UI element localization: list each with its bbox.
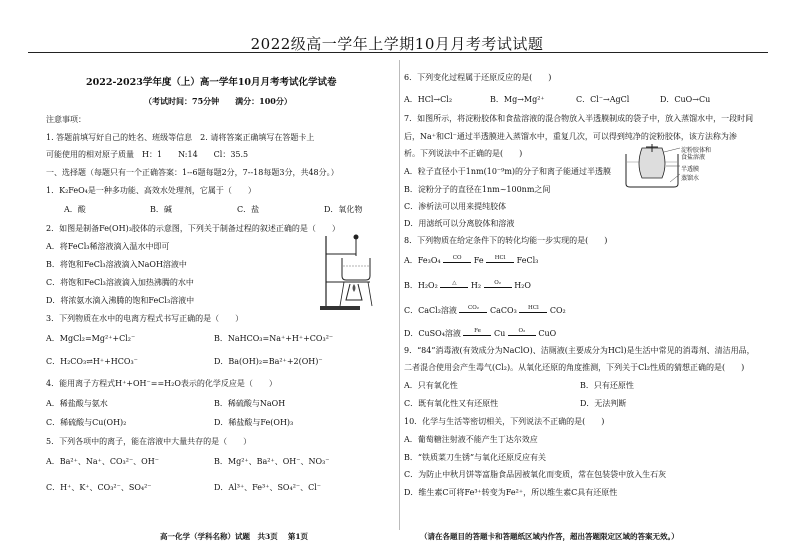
reaction-arrow: Fe [463, 330, 491, 338]
q1-option-d: D．氧化物 [324, 205, 363, 214]
q2-option-c: C．将饱和FeCl₃溶液滴入加热沸腾的水中 [46, 278, 194, 287]
reaction-arrow: O₂ [484, 282, 512, 290]
exam-title: 2022-2023学年度（上）高一学年10月月考考试化学试卷 [86, 77, 337, 88]
q8d-mid: Cu [494, 329, 506, 338]
column-divider [399, 60, 400, 530]
q3-option-c: C．H₂CO₃⇌H⁺+HCO₃⁻ [46, 357, 138, 366]
q10-option-d: D．维生素C可将Fe³⁺转变为Fe²⁺，所以维生素C具有还原性 [404, 488, 618, 497]
q3-option-b: B．NaHCO₃=Na⁺+H⁺+CO₃²⁻ [214, 334, 334, 343]
q8-option-d [404, 328, 556, 339]
q6-option-b: B．Mg→Mg²⁺ [490, 95, 545, 104]
question-9-line-2: 二者混合使用会产生毒气(Cl₂)。从氧化还原的角度推测，下列关于Cl₂性质的猜想正确的是( ) [404, 363, 745, 372]
question-9-line-1: 9．“84”消毒液(有效成分为NaClO)、洁厕液(主要成分为HCl)是生活中常见的消毒剂、清洁用品， [404, 346, 755, 355]
q2-option-b: B．将饱和FeCl₃溶液滴入NaOH溶液中 [46, 260, 187, 269]
question-8: 8．下列物质在给定条件下的转化均能一步实现的是( ) [404, 236, 608, 245]
reaction-arrow: CO [443, 257, 471, 265]
figure-label-membrane: 半透膜 [681, 166, 700, 173]
reaction-arrow: △ [440, 282, 468, 290]
q6-option-d: D．CuO→Cu [660, 95, 711, 104]
question-7-line-1: 7．如图所示，将淀粉胶体和食盐溶液的混合物放入半透膜制成的袋子中，放入蒸馏水中，一段时间 [404, 114, 754, 123]
q9-option-c: C．既有氧化性又有还原性 [404, 399, 499, 408]
q8d-start: D．CuSO₄溶液 [404, 329, 461, 338]
q10-option-c: C．为防止中秋月饼等富脂食品因被氧化而变质，常在包装袋中放入生石灰 [404, 470, 667, 479]
question-4: 4．能用离子方程式H⁺+OH⁻==H₂O表示的化学反应是（ ） [46, 379, 277, 388]
q8a-start: A．Fe₃O₄ [404, 256, 441, 265]
q8-option-c [404, 305, 566, 316]
q4-option-d: D．稀盐酸与Fe(OH)₃ [214, 418, 294, 427]
atomic-masses: 可能使用的相对原子质量 H：1 N:14 Cl：35.5 [46, 150, 249, 159]
title-rule [28, 52, 768, 53]
footer-page-info: 高一化学（学科名称）试题 共3页 第1页 [160, 532, 309, 541]
question-2: 2．如图是制备Fe(OH)₃胶体的示意图，下列关于制备过程的叙述正确的是（ ） [46, 224, 340, 233]
q8c-start: C．CaCl₂溶液 [404, 306, 457, 315]
q1-option-a: A．酸 [64, 205, 86, 214]
reaction-arrow: O₂ [508, 330, 536, 338]
question-3: 3．下列物质在水中的电离方程式书写正确的是（ ） [46, 314, 244, 323]
q8a-mid: Fe [473, 256, 484, 265]
colloid-apparatus-figure [320, 234, 376, 312]
q5-option-b: B．Mg²⁺、Ba²⁺、OH⁻、NO₃⁻ [214, 457, 330, 466]
question-7-line-3: 析。下列说法中不正确的是( ) [404, 149, 523, 158]
q1-option-c: C．盐 [237, 205, 260, 214]
q6-option-a: A．HCl→Cl₂ [404, 95, 453, 104]
q10-option-a: A．葡萄糖注射液不能产生丁达尔效应 [404, 435, 538, 444]
q7-option-c: C．渗析法可以用来提纯胶体 [404, 202, 507, 211]
reaction-arrow: CO₂ [459, 307, 487, 315]
section-heading: 一、选择题（每题只有一个正确答案：1--6题每题2分，7--18每题3分，共48分。） [46, 168, 339, 177]
q9-option-a: A．只有氧化性 [404, 381, 458, 390]
q5-option-c: C．H⁺、K⁺、CO₃²⁻、SO₄²⁻ [46, 483, 152, 492]
question-1: 1．K₂FeO₄是一种多功能、高效水处理剂，它属于（ ） [46, 186, 256, 195]
q9-option-b: B．只有还原性 [580, 381, 634, 390]
q8c-end: CO₂ [549, 306, 566, 315]
q7-option-b: B．淀粉分子的直径在1nm~100nm之间 [404, 185, 551, 194]
q8b-start: B．H₂O₂ [404, 281, 438, 290]
question-5: 5．下列各项中的离子，能在溶液中大量共存的是（ ） [46, 437, 252, 446]
q9-option-d: D．无法判断 [580, 399, 627, 408]
q2-option-a: A．将FeCl₃稀溶液滴入温水中即可 [46, 242, 170, 251]
exam-time-score: （考试时间：75分钟 满分：100分） [144, 96, 292, 106]
page-title: 2022级高一学年上学期10月月考考试试题 [250, 35, 544, 53]
q2-option-d: D．将浓氨水滴入沸腾的饱和FeCl₃溶液中 [46, 296, 195, 305]
q8c-mid: CaCO₃ [490, 306, 517, 315]
q3-option-d: D．Ba(OH)₂=Ba²⁺+2(OH)⁻ [214, 357, 323, 366]
question-10: 10．化学与生活等密切相关，下列说法不正确的是( ) [404, 417, 605, 426]
reaction-arrow: HCl [519, 307, 547, 315]
q5-option-a: A．Ba²⁺、Na⁺、CO₃²⁻、OH⁻ [46, 457, 159, 466]
q10-option-b: B．“铁质菜刀生锈”与氧化还原反应有关 [404, 453, 547, 462]
q3-option-a: A．MgCl₂=Mg²⁺+Cl₂⁻ [46, 334, 136, 343]
q8-option-b [404, 280, 531, 291]
q1-option-b: B．碱 [150, 205, 172, 214]
q7-option-a: A．粒子直径小于1nm(10⁻⁹m)的分子和离子能通过半透膜 [404, 167, 612, 176]
q6-option-c: C．Cl⁻→AgCl [576, 95, 630, 104]
footer-notice: （请在各题目的答题卡和答题纸区域内作答，超出答题限定区域的答案无效。） [420, 532, 679, 541]
notice-heading: 注意事项： [46, 115, 86, 124]
question-6: 6．下列变化过程属于还原反应的是( ) [404, 73, 552, 82]
q8b-end: H₂O [514, 281, 531, 290]
figure-label-colloid: 淀粉胶体和 食盐溶液 [681, 147, 712, 161]
q4-option-a: A．稀盐酸与氨水 [46, 399, 108, 408]
q5-option-d: D．Al³⁺、Fe³⁺、SO₄²⁻、Cl⁻ [214, 483, 322, 492]
q8d-end: CuO [538, 329, 557, 338]
notice-item: 1. 答题前填写好自己的姓名、班级等信息 2. 请将答案正确填写在答题卡上 [46, 133, 315, 142]
reaction-arrow: HCl [486, 257, 514, 265]
q8b-mid: H₂ [470, 281, 482, 290]
question-7-line-2: 后，Na⁺和Cl⁻通过半透膜进入蒸馏水中，重复几次，可以得到纯净的淀粉胶体，该方法称为渗 [404, 132, 737, 141]
q7-option-d: D．用滤纸可以分离胶体和溶液 [404, 219, 515, 228]
q8-option-a [404, 255, 538, 266]
figure-label-water: 蒸馏水 [681, 175, 700, 182]
q4-option-b: B．稀硫酸与NaOH [214, 399, 286, 408]
q4-option-c: C．稀硫酸与Cu(OH)₂ [46, 418, 127, 427]
q8a-end: FeCl₃ [516, 256, 539, 265]
